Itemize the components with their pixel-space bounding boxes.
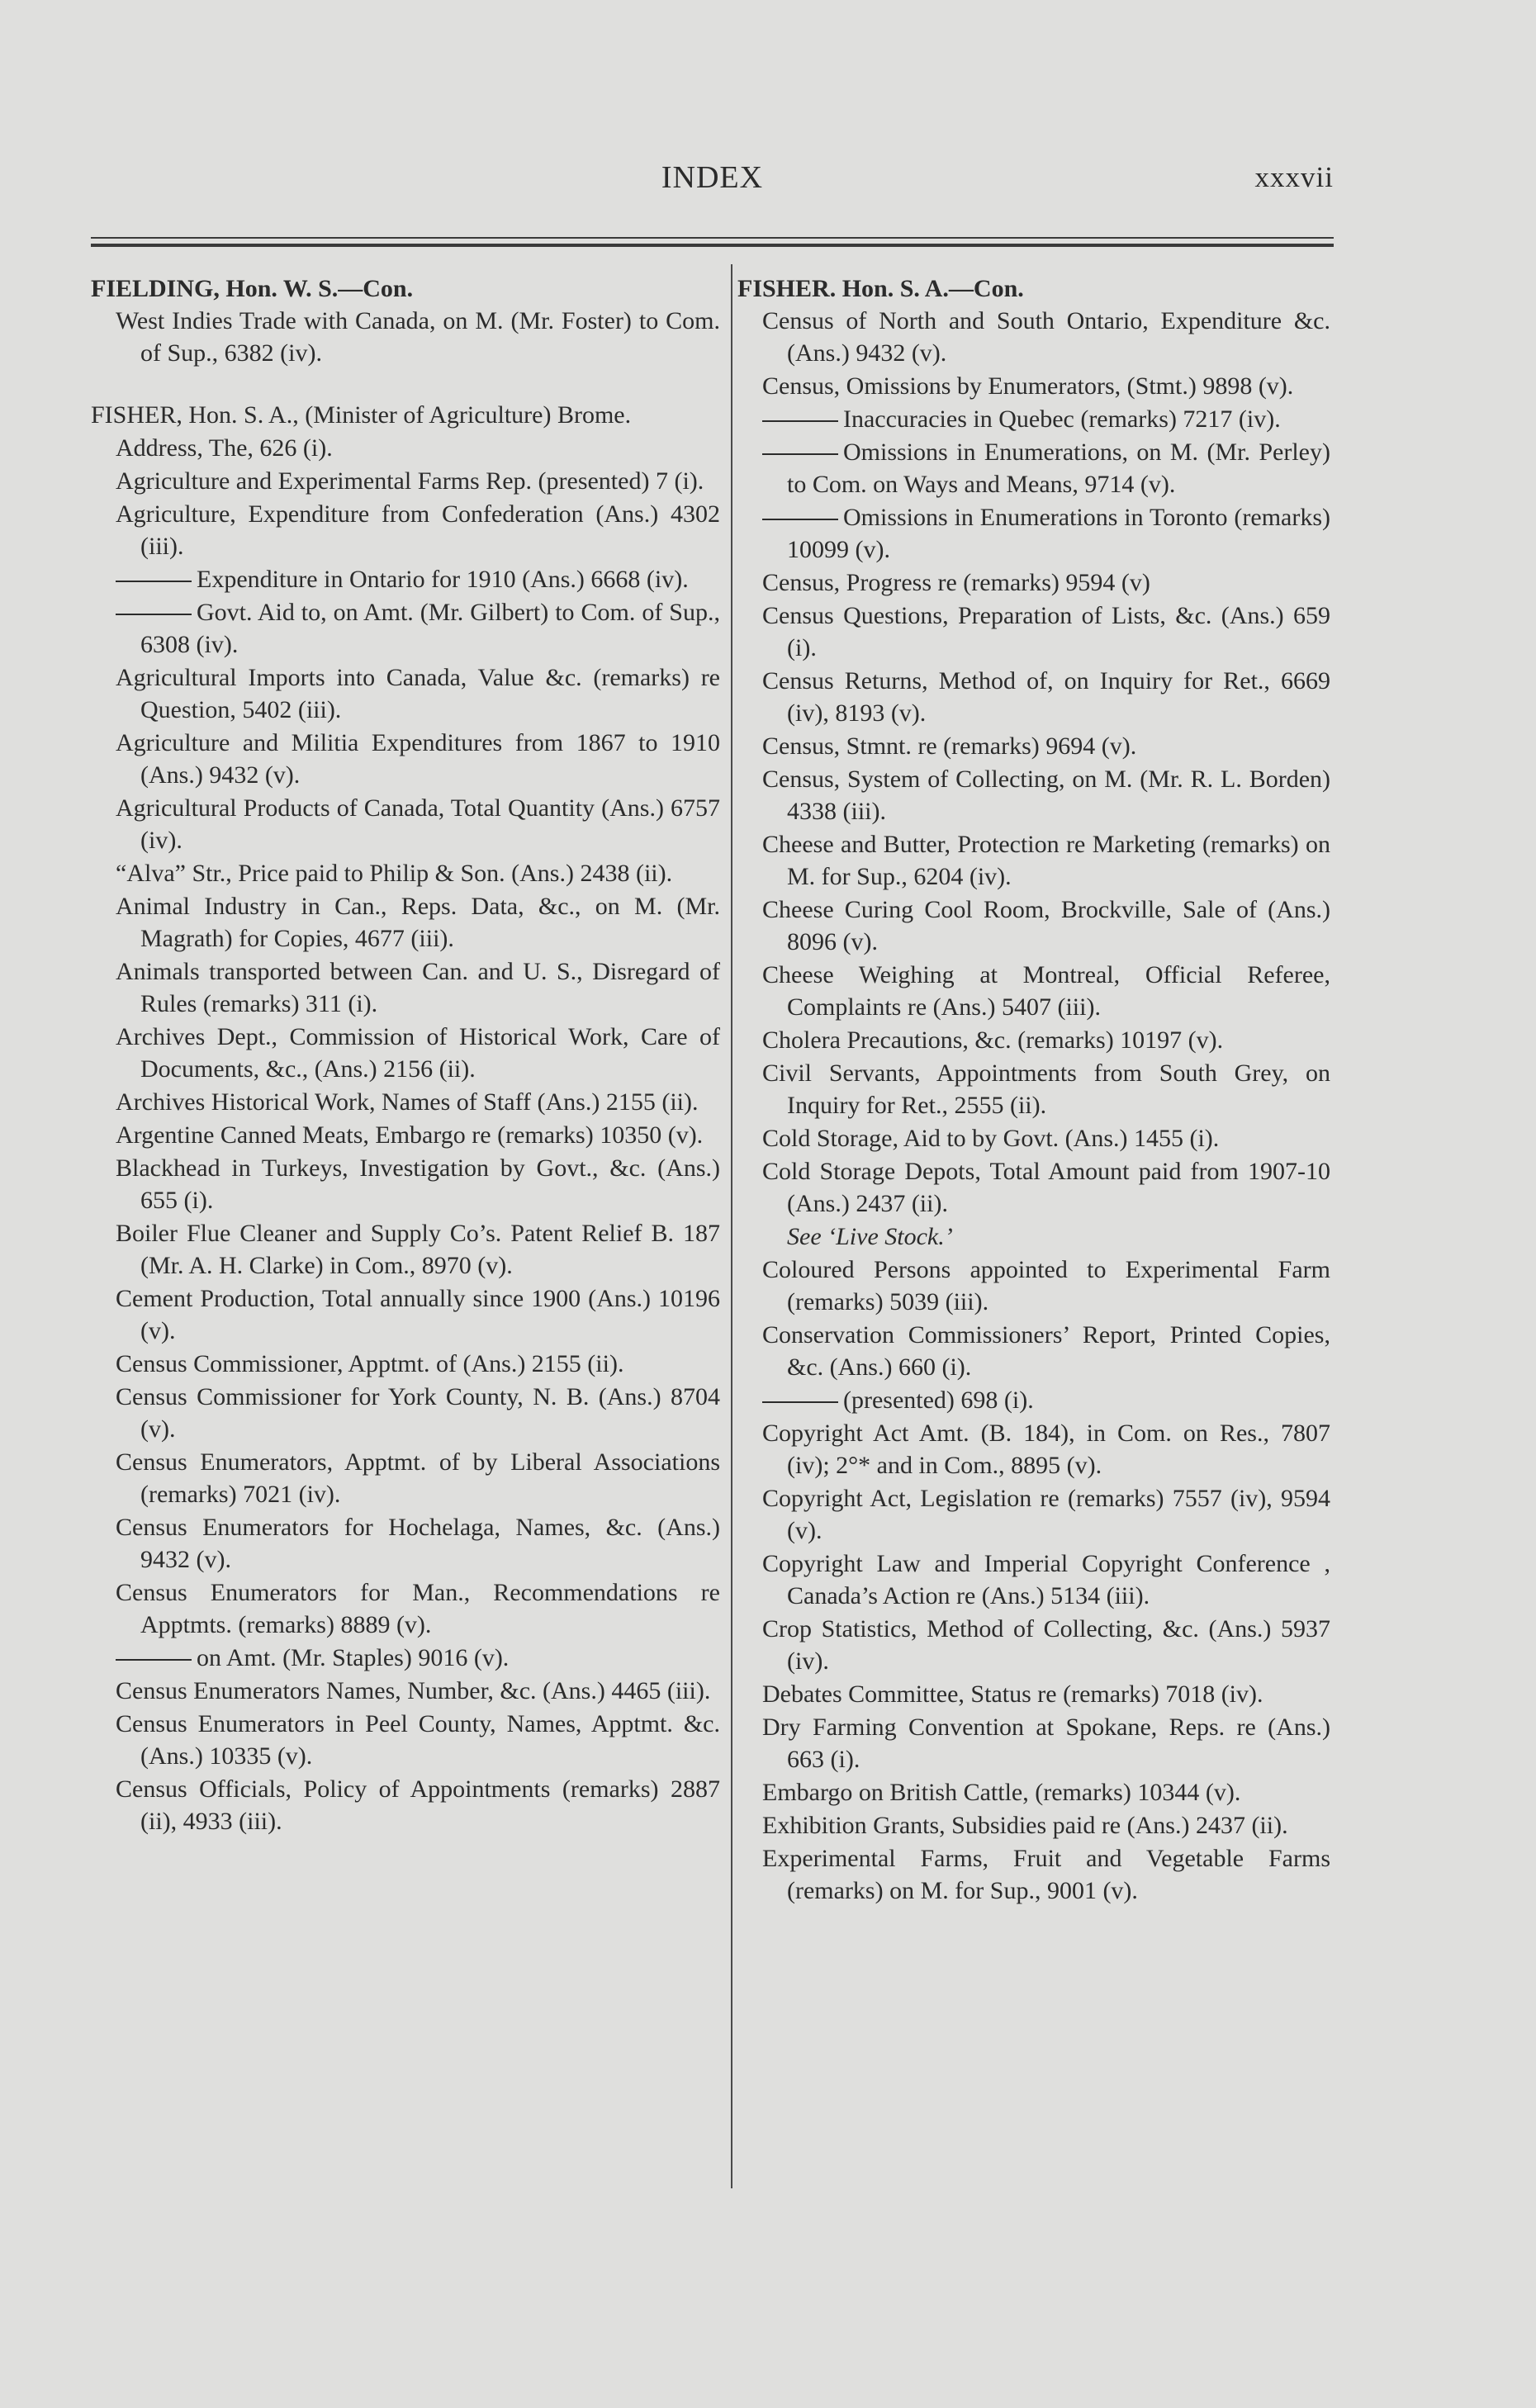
index-entry xyxy=(737,894,1330,958)
index-entry xyxy=(737,1319,1330,1383)
repeat-dash xyxy=(762,420,838,422)
index-entry xyxy=(737,566,1330,599)
index-entry-text: Dry Farming Convention at Spokane, Reps. re (Ans.) 663 (i). xyxy=(762,1714,1330,1773)
index-entry-text: Cholera Precautions, &c. (remarks) 10197 (v). xyxy=(762,1026,1224,1054)
index-entry xyxy=(91,1119,720,1151)
index-entry xyxy=(737,436,1330,500)
index-entry-text: Cold Storage Depots, Total Amount paid from 1907-10 (Ans.) 2437 (ii). xyxy=(762,1158,1330,1217)
index-entry-text: Argentine Canned Meats, Embargo re (remarks) 10350 (v). xyxy=(116,1121,704,1149)
index-entry-text: Copyright Law and Imperial Copyright Conference , Canada’s Action re (Ans.) 5134 (iii). xyxy=(762,1550,1330,1609)
index-entry-text: Boiler Flue Cleaner and Supply Co’s. Patent Relief B. 187 (Mr. A. H. Clarke) in Com., 8970 (v). xyxy=(116,1220,720,1279)
index-entry-text: Census Enumerators for Hochelaga, Names, &c. (Ans.) 9432 (v). xyxy=(116,1514,720,1573)
index-entry-text: Census, Stmnt. re (remarks) 9694 (v). xyxy=(762,732,1137,760)
index-entry-text: Census, Progress re (remarks) 9594 (v) xyxy=(762,569,1150,596)
page-number: xxxvii xyxy=(1254,161,1334,193)
index-entry xyxy=(91,1381,720,1445)
index-entry xyxy=(737,1613,1330,1677)
index-entry-text: Census Officials, Policy of Appointments (remarks) 2887 (ii), 4933 (iii). xyxy=(116,1775,720,1835)
index-entry xyxy=(91,305,720,369)
index-entry-text: Census Commissioner, Apptmt. of (Ans.) 2155 (ii). xyxy=(116,1350,624,1377)
index-entry xyxy=(737,501,1330,566)
index-entry xyxy=(91,1773,720,1837)
index-entry-text: on Amt. (Mr. Staples) 9016 (v). xyxy=(197,1644,510,1671)
index-entry-text: Copyright Act, Legislation re (remarks) 7557 (iv), 9594 (v). xyxy=(762,1485,1330,1544)
index-entry xyxy=(91,1021,720,1085)
right-column xyxy=(737,273,1330,1908)
index-entry xyxy=(737,1057,1330,1121)
index-entry-text: Embargo on British Cattle, (remarks) 10344 (v). xyxy=(762,1779,1241,1806)
index-entry-text: Agricultural Products of Canada, Total Quantity (Ans.) 6757 (iv). xyxy=(116,794,720,854)
index-entry-text: Census Enumerators, Apptmt. of by Liberal Associations (remarks) 7021 (iv). xyxy=(116,1448,720,1508)
index-entry-text: Cold Storage, Aid to by Govt. (Ans.) 1455 (i). xyxy=(762,1125,1220,1152)
index-entry xyxy=(91,727,720,791)
index-entry-text: Cheese Weighing at Montreal, Official Referee, Complaints re (Ans.) 5407 (iii). xyxy=(762,961,1330,1021)
repeat-dash xyxy=(762,1401,838,1403)
index-entry xyxy=(737,1155,1330,1220)
index-entry-text: Experimental Farms, Fruit and Vegetable Farms (remarks) on M. for Sup., 9001 (v). xyxy=(762,1845,1330,1904)
index-entry-text: Omissions in Enumerations in Toronto (remarks) 10099 (v). xyxy=(787,504,1330,563)
index-entry-text: Inaccuracies in Quebec (remarks) 7217 (iv). xyxy=(843,405,1281,433)
index-entry xyxy=(91,1152,720,1216)
index-entry xyxy=(91,792,720,856)
index-entry-text: Omissions in Enumerations, on M. (Mr. Perley) to Com. on Ways and Means, 9714 (v). xyxy=(787,438,1330,498)
index-entry xyxy=(91,890,720,955)
index-entry xyxy=(91,596,720,661)
index-entry-text: Agricultural Imports into Canada, Value &c. (remarks) re Question, 5402 (iii). xyxy=(116,664,720,723)
index-entry xyxy=(91,1511,720,1576)
index-entry-text: Cheese and Butter, Protection re Marketing (remarks) on M. for Sup., 6204 (iv). xyxy=(762,831,1330,890)
index-entry-text: (presented) 698 (i). xyxy=(843,1386,1034,1414)
index-entry-text: Crop Statistics, Method of Collecting, &c. (Ans.) 5937 (iv). xyxy=(762,1615,1330,1675)
index-entry-text: Archives Dept., Commission of Historical Work, Care of Documents, &c., (Ans.) 2156 (ii). xyxy=(116,1023,720,1083)
header-rule-thin xyxy=(91,237,1334,239)
index-entry xyxy=(91,399,720,431)
index-entry-text: Debates Committee, Status re (remarks) 7018 (iv). xyxy=(762,1680,1263,1708)
index-entry xyxy=(737,959,1330,1023)
index-entry xyxy=(91,1576,720,1641)
index-entry xyxy=(737,1842,1330,1907)
index-entry xyxy=(91,1217,720,1282)
index-entry xyxy=(91,465,720,497)
index-entry xyxy=(737,828,1330,893)
repeat-dash xyxy=(116,614,192,615)
index-entry-text: Address, The, 626 (i). xyxy=(116,434,333,462)
index-entry xyxy=(737,665,1330,729)
left-column xyxy=(91,273,720,1838)
index-entry-text: Govt. Aid to, on Amt. (Mr. Gilbert) to Com. of Sup., 6308 (iv). xyxy=(140,599,720,658)
right-column-heading: FISHER. Hon. S. A.—Con. xyxy=(737,275,1024,302)
index-entry xyxy=(737,1221,1330,1253)
index-entry xyxy=(737,1417,1330,1481)
index-entry-text: Animal Industry in Can., Reps. Data, &c., on M. (Mr. Magrath) for Copies, 4677 (iii). xyxy=(116,893,720,952)
index-entry xyxy=(91,857,720,889)
index-entry-text: Agriculture and Experimental Farms Rep. (presented) 7 (i). xyxy=(116,467,704,495)
repeat-dash xyxy=(762,453,838,455)
index-entry xyxy=(91,1086,720,1118)
index-entry-text: Census Questions, Preparation of Lists, &c. (Ans.) 659 (i). xyxy=(762,602,1330,661)
index-entry-text: Cheese Curing Cool Room, Brockville, Sale of (Ans.) 8096 (v). xyxy=(762,896,1330,955)
index-entry-text: Agriculture and Militia Expenditures from 1867 to 1910 (Ans.) 9432 (v). xyxy=(116,729,720,789)
header-rule-thick xyxy=(91,244,1334,247)
index-entry xyxy=(737,1024,1330,1056)
index-entry xyxy=(737,1254,1330,1318)
index-entry-text: “Alva” Str., Price paid to Philip & Son. (Ans.) 2438 (ii). xyxy=(116,860,673,887)
index-entry xyxy=(737,305,1330,369)
page-header xyxy=(91,159,1334,209)
index-entry xyxy=(737,1384,1330,1416)
index-entry-text: Exhibition Grants, Subsidies paid re (Ans.) 2437 (ii). xyxy=(762,1812,1288,1839)
index-entry-text: Expenditure in Ontario for 1910 (Ans.) 6668 (iv). xyxy=(197,566,689,593)
index-entry-text: Census, Omissions by Enumerators, (Stmt.) 9898 (v). xyxy=(762,372,1294,400)
index-entry-text: West Indies Trade with Canada, on M. (Mr. Foster) to Com. of Sup., 6382 (iv). xyxy=(116,307,720,367)
index-entry-text: Census Enumerators Names, Number, &c. (Ans.) 4465 (iii). xyxy=(116,1677,711,1704)
index-entry xyxy=(91,955,720,1020)
index-entry xyxy=(737,1678,1330,1710)
index-entry xyxy=(91,1282,720,1347)
repeat-dash xyxy=(116,1659,192,1661)
index-entry xyxy=(91,498,720,562)
index-entry-text: See ‘Live Stock.’ xyxy=(787,1223,953,1250)
index-entry-text: Census Enumerators in Peel County, Names, Apptmt. &c. (Ans.) 10335 (v). xyxy=(116,1710,720,1770)
page-title: INDEX xyxy=(661,160,764,195)
left-column-heading: FIELDING, Hon. W. S.—Con. xyxy=(91,275,414,302)
index-entry xyxy=(737,1122,1330,1154)
index-entry xyxy=(737,1809,1330,1842)
index-entry xyxy=(91,1675,720,1707)
index-entry-text: Census of North and South Ontario, Expenditure &c. (Ans.) 9432 (v). xyxy=(762,307,1330,367)
index-entry-text: Coloured Persons appointed to Experimental Farm (remarks) 5039 (iii). xyxy=(762,1256,1330,1315)
index-entry xyxy=(737,730,1330,762)
index-entry xyxy=(737,370,1330,402)
index-entry-text: Cement Production, Total annually since 1900 (Ans.) 10196 (v). xyxy=(116,1285,720,1344)
index-entry-text: Census Returns, Method of, on Inquiry for Ret., 6669 (iv), 8193 (v). xyxy=(762,667,1330,727)
index-entry-text: Census Enumerators for Man., Recommendations re Apptmts. (remarks) 8889 (v). xyxy=(116,1579,720,1638)
index-entry-text: Civil Servants, Appointments from South Grey, on Inquiry for Ret., 2555 (ii). xyxy=(762,1059,1330,1119)
index-entry-text: Conservation Commissioners’ Report, Printed Copies, &c. (Ans.) 660 (i). xyxy=(762,1321,1330,1381)
index-entry xyxy=(737,1711,1330,1775)
right-entry-list xyxy=(737,305,1330,1907)
repeat-dash xyxy=(116,581,192,582)
left-entry-list xyxy=(91,305,720,1837)
index-entry xyxy=(91,1348,720,1380)
column-divider xyxy=(731,264,732,2188)
index-entry-text: Blackhead in Turkeys, Investigation by Govt., &c. (Ans.) 655 (i). xyxy=(116,1154,720,1214)
index-entry xyxy=(91,432,720,464)
index-entry-text: Copyright Act Amt. (B. 184), in Com. on Res., 7807 (iv); 2°* and in Com., 8895 (v). xyxy=(762,1420,1330,1479)
index-entry-text: Archives Historical Work, Names of Staff (Ans.) 2155 (ii). xyxy=(116,1088,699,1116)
index-entry xyxy=(91,1642,720,1674)
index-entry-text: Census, System of Collecting, on M. (Mr. R. L. Borden) 4338 (iii). xyxy=(762,766,1330,825)
index-entry xyxy=(737,1482,1330,1547)
index-entry xyxy=(737,763,1330,827)
repeat-dash xyxy=(762,519,838,520)
index-entry-text: FISHER, Hon. S. A., (Minister of Agriculture) Brome. xyxy=(91,401,632,429)
index-entry-text: Animals transported between Can. and U. S., Disregard of Rules (remarks) 311 (i). xyxy=(116,958,720,1017)
index-entry-text: Agriculture, Expenditure from Confederation (Ans.) 4302 (iii). xyxy=(116,500,720,560)
index-entry-text: Census Commissioner for York County, N. B. (Ans.) 8704 (v). xyxy=(116,1383,720,1443)
index-entry xyxy=(737,600,1330,664)
index-entry xyxy=(91,563,720,595)
index-entry xyxy=(737,403,1330,435)
index-entry xyxy=(91,661,720,726)
index-entry xyxy=(91,1446,720,1510)
index-entry xyxy=(737,1548,1330,1612)
index-entry xyxy=(91,1708,720,1772)
index-entry xyxy=(737,1776,1330,1808)
